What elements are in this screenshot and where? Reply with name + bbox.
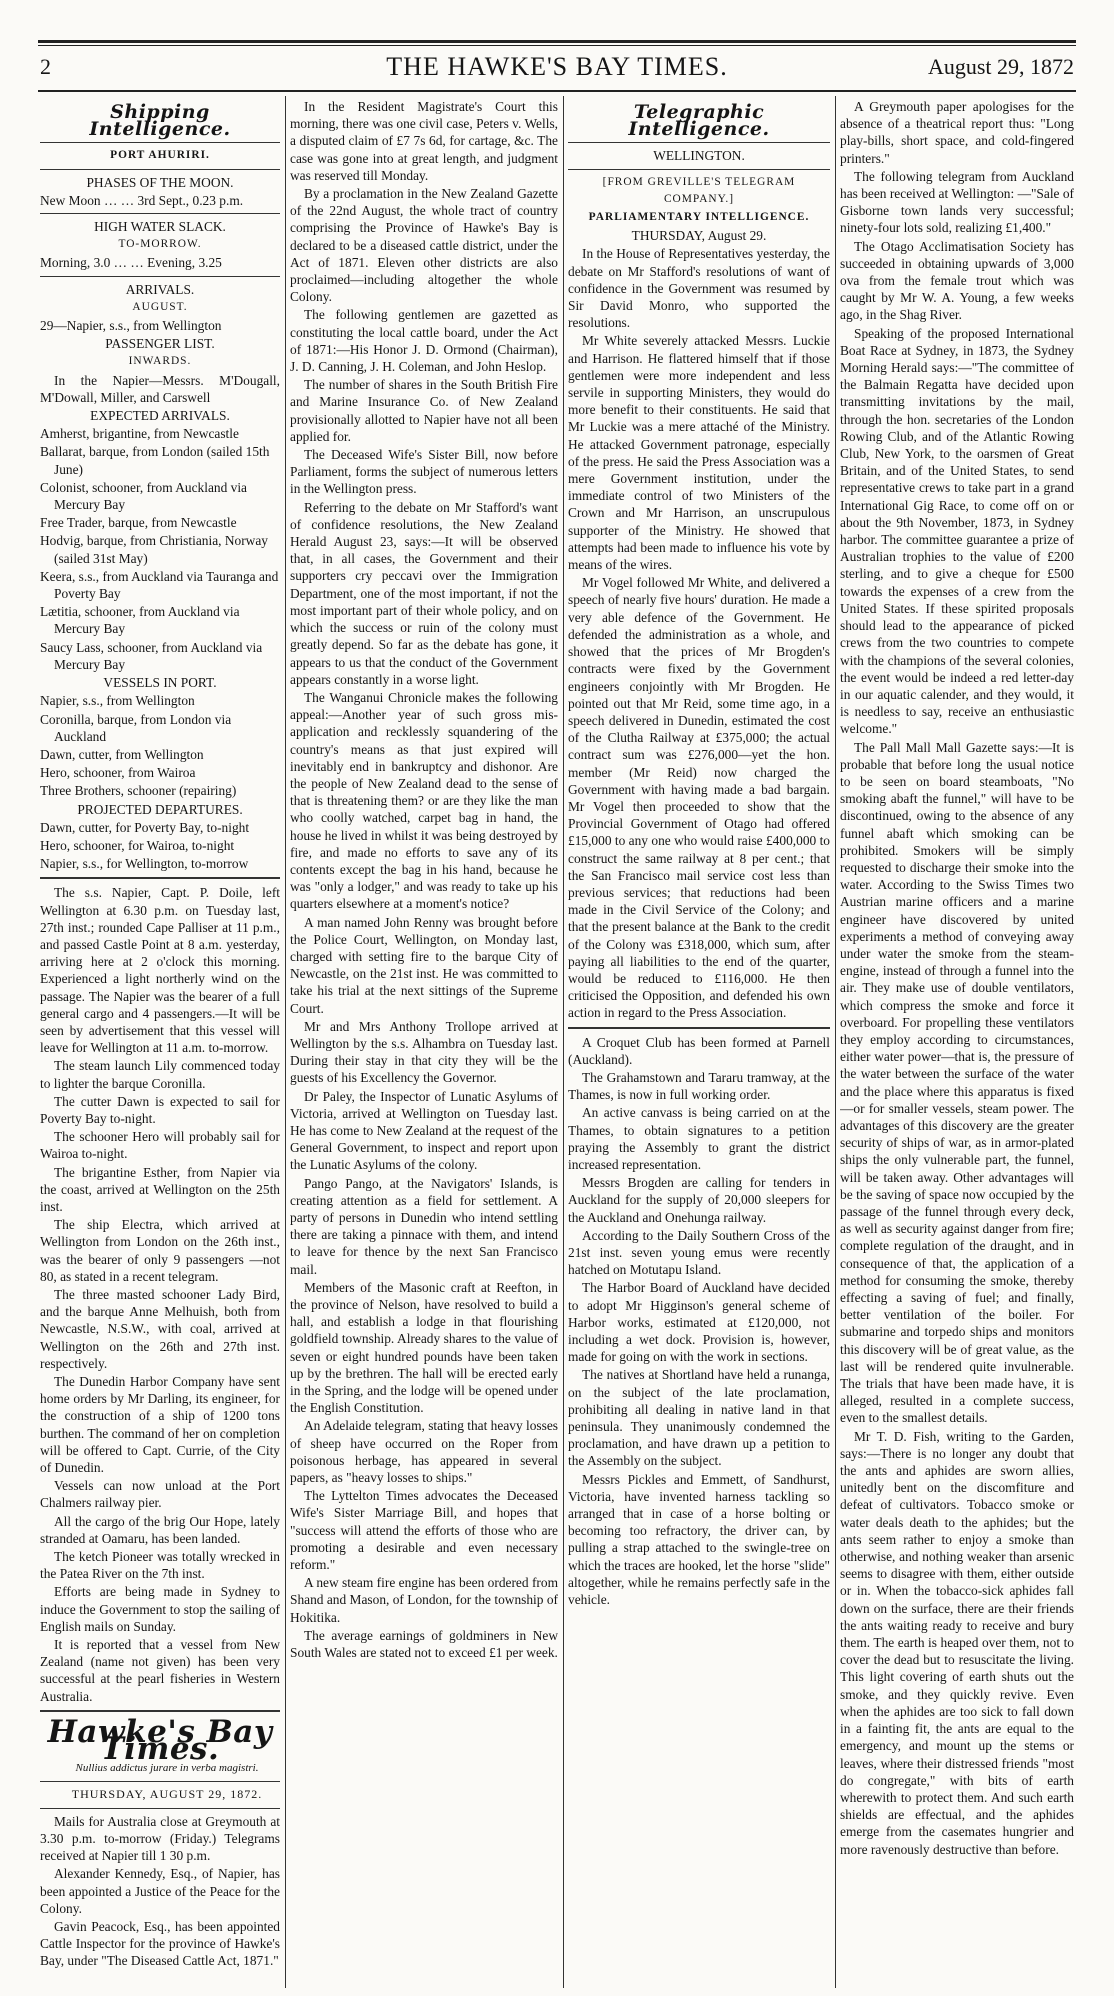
miscellany: [840, 98, 1074, 1858]
column-divider: [563, 96, 564, 1988]
expected-vessel: Ballarat, barque, from London (sailed 15th June): [40, 444, 270, 477]
expected-vessel: Keera, s.s., from Auckland via Tauranga and Poverty Bay: [40, 568, 279, 602]
phases-line: New Moon … … 3rd Sept., 0.23 p.m.: [40, 192, 244, 208]
expected-vessel: Amherst, brigantine, from Newcastle: [40, 426, 239, 442]
expected-vessel: Hodvig, barque, from Christiania, Norway (sailed 31st May): [40, 533, 268, 566]
column-local-news: [290, 98, 558, 1988]
news-paragraph: A man named John Renny was brought before the Police Court, Wellington, on Monday last, charged with setting fire to the barque City of Newcastle, on the 21st inst. He was committed to take his trial at the next sittings of the Supreme Court.: [290, 914, 558, 1016]
news-paragraph: The steam launch Lily commenced today to lighter the barque Coronilla.: [40, 1058, 280, 1091]
news-paragraph: It is reported that a vessel from New Zealand (name not given) has been very successful at the pearl fisheries in Western Australia.: [40, 1637, 280, 1704]
news-paragraph: The Harbor Board of Auckland have decided to adopt Mr Higginson's general scheme of Harbor works, estimated at £120,000, not including a wet dock. Provision is, however, made for going on with the work in sections.: [568, 1280, 830, 1365]
news-paragraph: The ship Electra, which arrived at Wellington from London on the 26th inst., was the bearer of only 9 passengers —not 80, as stated in a recent telegram.: [40, 1217, 280, 1284]
departures-list: [40, 819, 280, 873]
arrivals-title: ARRIVALS.: [125, 281, 195, 297]
expected-vessel: Lætitia, schooner, from Auckland via Mercury Bay: [40, 604, 240, 637]
news-paragraph: A Greymouth paper apologises for the absence of a theatrical report thus: "Long play-bills, short space, and cold-fingered printers.": [840, 99, 1074, 166]
news-paragraph: The ketch Pioneer was totally wrecked in the Patea River on the 7th inst.: [40, 1549, 280, 1582]
news-paragraph: The following gentlemen are gazetted as constituting the local cattle board, under the Act of 1871:—His Honor J. D. Ormond (Chairman), J. D. Canning, J. H. Coleman, and John Heslop.: [290, 307, 558, 375]
news-paragraph: Alexander Kennedy, Esq., of Napier, has been appointed a Justice of the Peace for the Colony.: [40, 1866, 280, 1916]
telegram-source: [FROM GREVILLE'S TELEGRAM COMPANY.]: [602, 175, 796, 205]
news-paragraph: Mr White severely attacked Messrs. Luckie and Harrison. He flattered himself that if those gentlemen were more independent and less servile in supporting Ministers, they would do more benefit to their constituents. He said that Mr Luckie was a mere attaché of the Ministry. He attacked Government patronage, especially of the press. He said the Press Association was a mere Government institution, under the immediate control of two Ministers of the Crown and Mr Harrison, an unscrupulous supporter of the Ministry. He showed that attempts had been made to influence his vote by means of the wires.: [568, 333, 830, 573]
in-port-title: VESSELS IN PORT.: [103, 675, 217, 691]
paper-masthead: Hawke's Bay Times.: [47, 1713, 273, 1768]
masthead-rule: [38, 90, 1076, 92]
news-paragraph: The following telegram from Auckland has been received at Wellington: —"Sale of Gisborne town lands very successful; ninety-four lots sold, realizing £1,400.": [840, 168, 1074, 236]
masthead: [40, 48, 1074, 92]
parliamentary-day: THURSDAY, August 29.: [631, 228, 767, 244]
news-paragraph: The natives at Shortland have held a runanga, on the subject of the late proclamation, prohibiting all dealing in native land in that peninsula. They unanimously condemned the proclamation, and have drawn up a petition to the Assembly on the subject.: [568, 1367, 830, 1469]
news-paragraph: A Croquet Club has been formed at Parnell (Auckland).: [568, 1034, 830, 1067]
vessel-in-port: Three Brothers, schooner (repairing): [40, 783, 237, 799]
news-paragraph: All the cargo of the brig Our Hope, lately stranded at Oamaru, has been landed.: [40, 1513, 280, 1546]
news-paragraph: The Wanganui Chronicle makes the following appeal:—Another year of such gross mis-application and recklessly squandering of the country's means as that just expired will inevitably end in bankruptcy and dishonor. Are the people of New Zealand dead to the sense of that is threatening them? or are they like the man who coolly watched, carpet bag in hand, the house he lived in whilst it was being destroyed by fire, and made no efforts to save any of its contents except the bag in his hand, because he was "only a lodger," and was ready to take up his quarters elsewhere at a moment's notice?: [290, 689, 558, 912]
editorial-items: [40, 1813, 280, 1970]
top-rule-thin: [38, 45, 1076, 46]
projected-departure: Hero, schooner, for Wairoa, to-night: [40, 837, 235, 853]
news-paragraph: Members of the Masonic craft at Reefton, in the province of Nelson, have resolved to build a hall, and establish a lodge in that flourishing goldfield township. Already shares to the value of seven or eight hundred pounds have been taken up by the brethren. The hall will be erected early in the Spring, and the lodge will be opened under the English Constitution.: [290, 1279, 558, 1416]
news-paragraph: The s.s. Napier, Capt. P. Doile, left Wellington at 6.30 p.m. on Tuesday last, 27th inst.; rounded Cape Palliser at 11 p.m., and passed Castle Point at 8 a.m. yesterday, arriving here at 2 o'clock this morning. Experienced a light northerly wind on the passage. The Napier was the bearer of a full general cargo and 4 passengers.—It will be seen by advertisement that this vessel will leave for Wellington at 11 a.m. to-morrow.: [40, 885, 280, 1056]
shipping-news: [40, 884, 280, 1705]
column-shipping: [40, 98, 280, 1988]
inwards-label: INWARDS.: [128, 355, 192, 368]
news-paragraph: In the House of Representatives yesterday, the debate on Mr Stafford's resolutions of want of confidence in the Government was resumed by Sir David Monro, who supported the resolutions.: [568, 246, 830, 331]
expected-vessel: Colonist, schooner, from Auckland via Mercury Bay: [40, 479, 247, 513]
news-paragraph: Pango Pango, at the Navigators' Islands, is creating attention as a field for settlement. A party of persons in Dunedin who intend settling there are taking a pinnace with them, and intend to leave for thence by the next San Francisco mail.: [290, 1175, 558, 1277]
news-paragraph: Mails for Australia close at Greymouth at 3.30 p.m. to-morrow (Friday.) Telegrams received at Napier till 1 30 p.m.: [40, 1813, 280, 1864]
high-water-sub: TO-MORROW.: [118, 238, 202, 251]
news-paragraph: Efforts are being made in Sydney to induce the Government to stop the sailing of English mails on Sunday.: [40, 1584, 280, 1634]
news-paragraph: A new steam fire engine has been ordered from Shand and Mason, of London, for the township of Hokitika.: [290, 1575, 558, 1625]
expected-vessel: Saucy Lass, schooner, from Auckland via Mercury Bay: [40, 639, 263, 672]
projected-departure: Napier, s.s., for Wellington, to-morrow: [40, 856, 249, 872]
page-number: 2: [40, 54, 51, 79]
vessel-in-port: Hero, schooner, from Wairoa: [40, 765, 196, 781]
news-paragraph: By a proclamation in the New Zealand Gazette of the 22nd August, the whole tract of country comprising the Province of Hawke's Bay is declared to be a diseased cattle district, under the Act of 1871. Eleven other districts are also proclaimed—including altogether the whole Colony.: [290, 186, 558, 305]
paper-date: THURSDAY, AUGUST 29, 1872.: [71, 1787, 263, 1802]
arrivals-sub: AUGUST.: [132, 300, 188, 313]
column-miscellany: [840, 98, 1074, 1988]
news-paragraph: The Grahamstown and Tararu tramway, at the Thames, is now in full working order.: [568, 1069, 830, 1103]
news-paragraph: Messrs Pickles and Emmett, of Sandhurst, Victoria, have invented harness tackling so arranged that in case of a horse bolting or becoming too refractory, the driver can, by pulling a strap attached to the swingle-tree on which the traces are hooked, let the horse "slide" altogether, while he remains perfectly safe in the vehicle.: [568, 1471, 830, 1608]
news-paragraph: The brigantine Esther, from Napier via the coast, arrived at Wellington on the 25th inst.: [40, 1164, 280, 1214]
projected-departure: Dawn, cutter, for Poverty Bay, to-night: [40, 819, 250, 835]
news-paragraph: The schooner Hero will probably sail for Wairoa to-night.: [40, 1129, 280, 1162]
news-paragraph: The Lyttelton Times advocates the Deceased Wife's Sister Marriage Bill, and hopes that "success will attend the efforts of those who are promoting a desirable and even necessary reform.": [290, 1488, 558, 1573]
news-paragraph: Speaking of the proposed International Boat Race at Sydney, in 1873, the Sydney Morning Herald says:—"The committee of the Balmain Regatta have decided upon transmitting invitations by the mail, through the hon. secretaries of the London Rowing Club, and of the Atlantic Rowing Club, New York, to the oarsmen of Great Britain, and of the United States, to send representative crews to take part in a grand International Gig Race, to come off on or about the 9th November, 1873, in Sydney harbor. The committee guarantee a prize of Australian trophies to the value of £200 sterling, and to give a cheque for £500 towards the expenses of a crew from the United States. If these spirited proposals should lead to the appearance of picked crews from the two countries to compete with the champions of the several colonies, the event would be indeed a red letter-day in our aquatic calender, and they would, it is needless to say, receive an enthusiastic welcome.": [840, 325, 1074, 737]
news-paragraph: Mr T. D. Fish, writing to the Garden, says:—There is no longer any doubt that the ants and aphides are sworn allies, unitedly bent on the discomfiture and defeat of cultivators. Tobacco smoke or water deals death to the aphides; but the ants seem rather to enjoy a smoke than otherwise, and nothing weaker than arsenic seems to disagree with them, either outside or in. When the tobacco-sick aphides fall down on the surface, there are their friends the ants waiting ready to receive and bury them. The earth is heaped over them, not to cover the dead but to resuscitate the living. This light covering of earth shuts out the smoke, and they quickly revive. Even when the aphides are too sick to fall down in a fainting fit, the ants are equal to the emergency, and mount up the stems or leaves, where their distressed friends "most do congregate," with bits of earth wherewith to protect them. And such earth shields are effectual, and the aphides emerge from the casemates hungrier and more ravenously destructive than before.: [840, 1428, 1074, 1857]
colonial-news: [568, 1034, 830, 1609]
column-divider: [285, 96, 286, 1988]
top-rule: [38, 40, 1076, 43]
parliamentary-report: [568, 245, 830, 1021]
news-paragraph: The number of shares in the South British Fire and Marine Insurance Co. of New Zealand provisionally allotted to Napier have not all been applied for.: [290, 377, 558, 444]
news-paragraph: In the Resident Magistrate's Court this morning, there was one civil case, Peters v. Wells, a disputed claim of £7 7s 6d, for cartage, &c. The case was gone into at great length, and judgment was reserved till Monday.: [290, 99, 558, 183]
expected-list: [40, 425, 280, 673]
vessel-in-port: Dawn, cutter, from Wellington: [40, 746, 204, 762]
vessel-in-port: Coronilla, barque, from London via Auckland: [40, 711, 232, 744]
shipping-heading: Shipping Intelligence.: [89, 101, 231, 141]
port-name: PORT AHURIRI.: [110, 149, 210, 162]
column-telegraphic: [568, 98, 830, 1988]
vessel-in-port: Napier, s.s., from Wellington: [40, 693, 195, 709]
telegraphic-heading: Telegraphic Intelligence.: [628, 101, 770, 141]
news-paragraph: The Deceased Wife's Sister Bill, now before Parliament, forms the subject of numerous letters in the Wellington press.: [290, 447, 558, 497]
news-paragraph: Mr and Mrs Anthony Trollope arrived at Wellington by the s.s. Alhambra on Tuesday last. During their stay in that city they will be the guests of his Excellency the Governor.: [290, 1018, 558, 1086]
news-paragraph: An Adelaide telegram, stating that heavy losses of sheep have occurred on the Roper from poisonous herbage, has appeared in several papers, as "heavy losses to ships.": [290, 1418, 558, 1486]
high-water-line: Morning, 3.0 … … Evening, 3.25: [40, 255, 222, 271]
passenger-title: PASSENGER LIST.: [105, 336, 215, 352]
news-paragraph: The three masted schooner Lady Bird, and the barque Anne Melhuish, both from Newcastle, N.S.W., with coal, arrived at Wellington on the 26th and 27th inst. respectively.: [40, 1287, 280, 1371]
local-news: [290, 98, 558, 1661]
passenger-list: In the Napier—Messrs. M'Dougall, M'Dowall, Miller, and Carswell: [40, 372, 280, 405]
issue-date: August 29, 1872: [927, 54, 1074, 79]
news-paragraph: According to the Daily Southern Cross of the 21st inst. seven young emus were recently hatched on Motutapu Island.: [568, 1227, 830, 1278]
departures-title: PROJECTED DEPARTURES.: [77, 801, 243, 817]
paper-motto: Nullius addictus jurare in verba magistri.: [75, 1762, 259, 1775]
news-paragraph: Mr Vogel followed Mr White, and delivered a speech of nearly five hours' duration. He made a very able defence of the Government. He defended the administration as a whole, and showed that the prices of Mr Brogden's contracts were fixed by the Government engineers conjointly with Mr Brogden. He pointed out that Mr Reid, some time ago, in a speech delivered in Dunedin, estimated the cost of the Clutha Railway at £375,000; the actual contract sum was £276,000—yet the hon. member (Mr Reid) now charged the Government with having made a bad bargain. Mr Vogel then proceeded to show that the Provincial Government of Otago had offered £15,000 to any one who would raise £400,000 to construct the same railway at 8 per cent.; that the San Francisco mail service cost less than previous services; that reductions had been made in the Civil Service of the Colony; and that the present balance at the Bank to the credit of the Colony was £318,000, which sum, after paying all liabilities to the end of the quarter, would be reduced to £116,000. He then criticised the Opposition, and defended his own action in regard to the Press Association.: [568, 575, 830, 1021]
news-paragraph: The Dunedin Harbor Company have sent home orders by Mr Darling, its engineer, for the construction of a ship of 1200 tons burthen. The command of her on completion will be offered to Capt. Currie, of the City of Dunedin.: [40, 1374, 280, 1476]
high-water-title: HIGH WATER SLACK.: [94, 219, 226, 235]
parliamentary-heading: PARLIAMENTARY INTELLIGENCE.: [588, 211, 810, 224]
arrival-line: 29—Napier, s.s., from Wellington: [40, 318, 222, 334]
expected-title: EXPECTED ARRIVALS.: [90, 408, 230, 424]
news-paragraph: The Otago Acclimatisation Society has succeeded in obtaining upwards of 3,000 ova from the female trout which was caught by Mr W. A. Young, a few weeks ago, in the Shag River.: [840, 238, 1074, 323]
news-paragraph: Messrs Brogden are calling for tenders in Auckland for the supply of 20,000 sleepers for the Auckland and Onehunga railway.: [568, 1175, 830, 1225]
news-paragraph: Vessels can now unload at the Port Chalmers railway pier.: [40, 1478, 280, 1511]
column-divider: [835, 96, 836, 1988]
news-paragraph: The Pall Mall Mall Gazette says:—It is probable that before long the usual notice to be seen on board steamboats, "No smoking abaft the funnel," will have to be discontinued, owing to the absence of any funnel abaft which smoking can be prohibited. Smokers will be simply requested to discharge their smoke into the water. According to the Swiss Times two Austrian marine officers and a marine engineer have discovered by united experiments a method of conveying away under water the smoke from the steam-engine, instead of through a funnel into the air. They make use of double ventilators, which compress the smoke and force it overboard. For propelling these ventilators they employ according to circumstances, either water power—that is, the pressure of the water between the surface of the water and the place where this apparatus is fixed—or for smaller vessels, steam power. The advantages of this discovery are the greater security of ships of war, as in armor-plated ships the only vulnerable part, the funnel, will be taken away. Other advantages will be the saving of space now occupied by the passage of the funnel through every deck, as well as security against danger from fire; complete regulation of the draught, and in consequence of that, the application of a method for consuming the smoke, thereby effecting a saving of fuel; and finally, better ventilation of the boiler. For submarine and torpedo ships and monitors this discovery will be of great value, as the last will be rendered quite invulnerable. The trials that have been made have, it is alleged, resulted in a complete success, even to the smallest details.: [840, 739, 1074, 1426]
expected-vessel: Free Trader, barque, from Newcastle: [40, 515, 237, 531]
news-paragraph: An active canvass is being carried on at the Thames, to obtain signatures to a petition praying the Assembly to grant the district increased representation.: [568, 1105, 830, 1172]
news-paragraph: The average earnings of goldminers in New South Wales are stated not to exceed £1 per week.: [290, 1627, 558, 1661]
news-paragraph: The cutter Dawn is expected to sail for Poverty Bay to-night.: [40, 1093, 280, 1126]
dateline-place: WELLINGTON.: [653, 148, 745, 164]
in-port-list: [40, 692, 280, 799]
newspaper-title: THE HAWKE'S BAY TIMES.: [386, 52, 728, 81]
news-paragraph: Gavin Peacock, Esq., has been appointed Cattle Inspector for the province of Hawke's Bay, under "The Diseased Cattle Act, 1871.": [40, 1918, 280, 1969]
news-paragraph: Referring to the debate on Mr Stafford's want of confidence resolutions, the New Zealand Herald August 23, says:—It will be observed that, in all cases, the Government and their supporters cry peccavi over the Immigration Department, one of the most important, if not the most important part of their whole policy, and on which the success or ruin of the colony must greatly depend. So far as the debate has gone, it appears to us that the conduct of the Government appears constantly in a worse light.: [290, 499, 558, 687]
news-paragraph: Dr Paley, the Inspector of Lunatic Asylums of Victoria, arrived at Wellington on Tuesday last. He has come to New Zealand at the request of the General Government, to inspect and report upon the Lunatic Asylums of the colony.: [290, 1088, 558, 1173]
phases-title: PHASES OF THE MOON.: [86, 174, 234, 190]
